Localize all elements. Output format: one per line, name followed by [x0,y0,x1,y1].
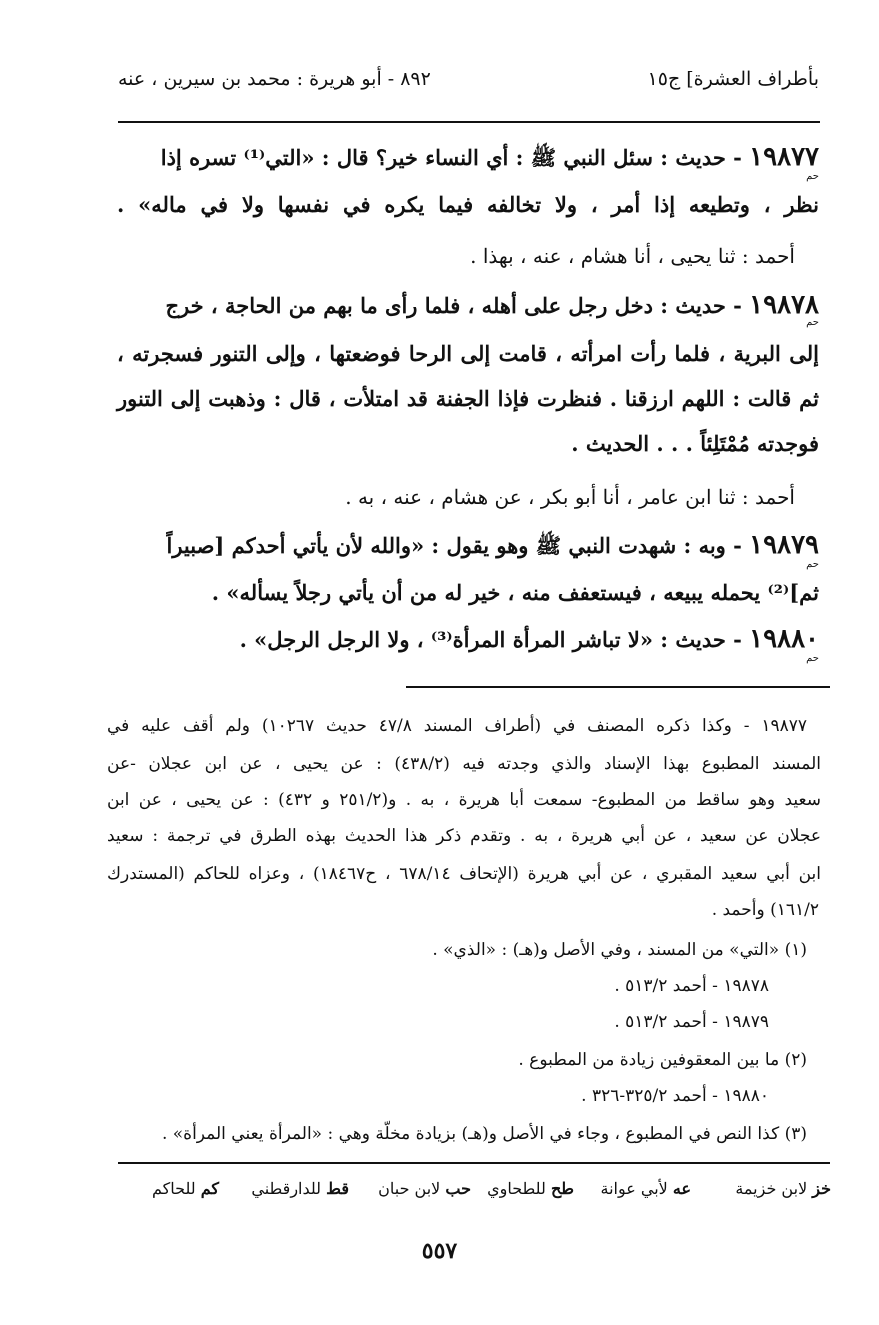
hadith-19879-line-2: ثم]⁽²⁾ يحمله يبيعه ، فيستعفف منه ، خير له من أن يأتي رجلاً يسأله» . [211,580,819,605]
hadith-code-marker: حم [806,653,819,664]
footnote-line: عجلان عن سعيد ، عن أبي هريرة ، به . وتقدم ذكر هذا الحديث بهذه الطرق في ترجمة : سعيد [107,826,821,846]
footnote-line: ابن أبي سعيد المقبري ، عن أبي هريرة (الإتحاف ٦٧٨/١٤ ، ح١٨٤٦٧) ، وعزاه للحاكم (المستدرك [107,864,821,884]
footnote-item: (٣) كذا النص في المطبوع ، وجاء في الأصل و(هـ) بزيادة مخلّة وهي : «المرأة يعني المرأة» . [161,1124,807,1144]
running-header-chapter: ٨٩٢ - أبو هريرة : محمد بن سيرين ، عنه [118,68,431,90]
hadith-19877-line-2: نظر ، وتطيعه إذا أمر ، ولا تخالفه فيما يكره في نفسها ولا في ماله» . [117,192,819,217]
abbreviation-item: حب لابن حبان [378,1179,471,1198]
hadith-19878-line-3: ثم قالت : اللهم ارزقنا . فنظرت فإذا الجفنة قد امتلأت ، قال : وذهبت إلى التنور [117,386,819,411]
hadith-19878-line-1: ١٩٨٧٨ - حديث : دخل رجل على أهله ، فلما رأى ما بهم من الحاجة ، خرج [165,290,819,320]
hadith-19878-line-2: إلى البرية ، فلما رأت امرأته ، قامت إلى الرحا فوضعتها ، وإلى التنور فسجرته ، [117,341,819,366]
abbreviation-code: عه [672,1179,691,1198]
hadith-code-marker: حم [806,171,819,182]
abbreviation-code: خز [812,1179,831,1198]
page-number: ٥٥٧ [421,1238,458,1264]
abbreviation-item: خز لابن خزيمة [735,1179,831,1198]
hadith-number: ١٩٨٧٩ [749,530,819,560]
hadith-19880-line-1: ١٩٨٨٠ - حديث : «لا تباشر المرأة المرأة⁽³⁾ ، ولا الرجل الرجل» . [239,624,819,654]
footnote-item: ١٩٨٧٩ - أحمد ٥١٣/٢ . [614,1012,769,1032]
abbreviation-code: كم [200,1179,219,1198]
footnote-rule [406,686,830,688]
header-rule [118,121,820,123]
abbreviation-item: قط للدارقطني [251,1179,349,1198]
abbreviation-code: قط [326,1179,349,1198]
hadith-code-marker: حم [806,559,819,570]
abbreviation-item: كم للحاكم [152,1179,219,1198]
abbreviation-item: عه لأبي عوانة [600,1179,691,1198]
running-header-book-title: بأطراف العشرة] ج١٥ [647,68,819,90]
abbreviation-rule [118,1162,830,1164]
hadith-19877-line-1: ١٩٨٧٧ - حديث : سئل النبي ﷺ : أي النساء خير؟ قال : «التي⁽¹⁾ تسره إذا [160,142,819,172]
footnote-item: ١٩٨٨٠ - أحمد ٣٢٥/٢-٣٢٦ . [581,1086,769,1106]
hadith-source: أحمد : ثنا ابن عامر ، أنا أبو بكر ، عن هشام ، عنه ، به . [345,485,795,509]
hadith-19878-line-4: فوجدته مُمْتَلِئاً . . . الحديث . [571,431,819,456]
hadith-number: ١٩٨٧٨ [749,290,819,320]
abbreviation-item: طح للطحاوي [487,1179,574,1198]
footnote-line: ١٦١/٢) وأحمد . [711,900,819,920]
footnote-item: (١) «التي» من المسند ، وفي الأصل و(هـ) : «الذي» . [432,940,807,960]
hadith-number: ١٩٨٧٧ [749,142,819,172]
hadith-number: ١٩٨٨٠ [749,624,819,654]
abbreviation-code: طح [550,1179,574,1198]
hadith-source: أحمد : ثنا يحيى ، أنا هشام ، عنه ، بهذا . [470,244,795,268]
footnote-line: المسند المطبوع بهذا الإسناد والذي وجدته فيه (٤٣٨/٢) : عن يحيى ، عن ابن عجلان -عن [107,754,821,774]
hadith-code-marker: حم [806,317,819,328]
footnote-item: ١٩٨٧٨ - أحمد ٥١٣/٢ . [614,976,769,996]
footnote-line: سعيد وهو ساقط من المطبوع- سمعت أبا هريرة ، به . و(٢٥١/٢ و ٤٣٢) : عن يحيى ، عن ابن [107,790,821,810]
footnote-item: (٢) ما بين المعقوفين زيادة من المطبوع . [518,1050,807,1070]
footnote-line: ١٩٨٧٧ - وكذا ذكره المصنف في (أطراف المسند ٤٧/٨ حديث ١٠٢٦٧) ولم أقف عليه في [107,716,807,736]
abbreviation-code: حب [445,1179,471,1198]
hadith-19879-line-1: ١٩٨٧٩ - وبه : شهدت النبي ﷺ وهو يقول : «والله لأن يأتي أحدكم [صبيراً [166,530,819,560]
